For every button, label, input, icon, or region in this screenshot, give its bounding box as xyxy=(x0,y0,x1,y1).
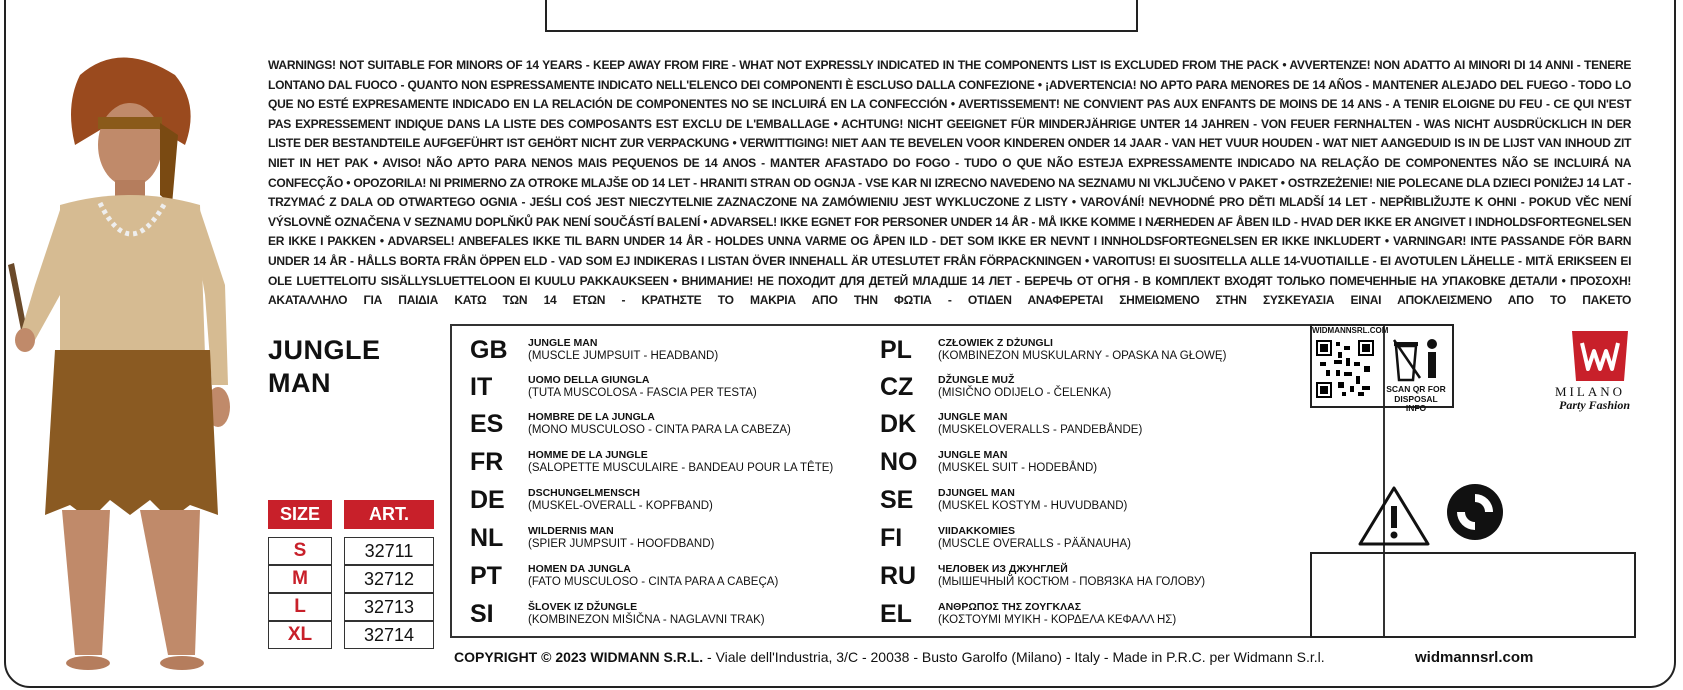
language-code: GB xyxy=(470,336,508,364)
language-name: ЧЕЛОВЕК ИЗ ДЖУНГЛЕЙ xyxy=(938,563,1068,575)
art-header: ART. xyxy=(344,500,434,529)
language-name: WILDERNIS MAN xyxy=(528,525,614,537)
language-name: JUNGLE MAN xyxy=(938,449,1008,461)
language-translations-box xyxy=(450,324,1385,638)
qr-caption: SCAN QR FOR DISPOSAL INFO xyxy=(1386,384,1446,413)
product-title-line2: MAN xyxy=(268,368,331,398)
language-desc: (MISIČNO ODIJELO - ČELENKA) xyxy=(938,387,1112,399)
language-code: PT xyxy=(470,562,502,590)
size-cell: XL xyxy=(268,621,332,649)
language-desc: (SPIER JUMPSUIT - HOOFDBAND) xyxy=(528,538,715,550)
language-code: SI xyxy=(470,600,494,628)
language-name: DJUNGEL MAN xyxy=(938,487,1015,499)
product-title xyxy=(268,334,381,400)
language-desc: (MUSKEL KOSTYM - HUVUDBAND) xyxy=(938,500,1128,512)
blank-label-box xyxy=(1310,552,1636,638)
language-desc: (TUTA MUSCOLOSA - FASCIA PER TESTA) xyxy=(528,387,757,399)
language-code: RU xyxy=(880,562,917,590)
art-cell: 32713 xyxy=(344,593,434,621)
language-name: CZŁOWIEK Z DŻUNGLI xyxy=(938,337,1053,349)
qr-code-icon xyxy=(1316,340,1374,398)
language-code: ES xyxy=(470,410,504,438)
size-cell: L xyxy=(268,593,332,621)
language-name: UOMO DELLA GIUNGLA xyxy=(528,374,650,386)
company-address: - Viale dell'Industria, 3/C - 20038 - Busto Garolfo (Milano) - Italy - Made in P.R.C. per Widmann S.r.l. xyxy=(703,649,1325,665)
language-code: SE xyxy=(880,486,914,514)
language-code: DE xyxy=(470,486,505,514)
language-name: HOMBRE DE LA JUNGLA xyxy=(528,411,655,423)
language-desc: (MUSCLE JUMPSUIT - HEADBAND) xyxy=(528,350,719,362)
language-desc: (KOMBINEZON MUSKULARNY - OPASKA NA GŁOWĘ) xyxy=(938,350,1227,362)
warning-triangle-icon xyxy=(1358,484,1430,548)
language-name: DŽUNGLE MUŽ xyxy=(938,374,1015,386)
language-desc: (ΚΟΣΤΟΥΜΙ ΜΥΙΚΗ - ΚΟΡΔΕΛΑ ΚΕΦΑΛΛ ΗΣ) xyxy=(938,614,1177,626)
size-cell: M xyxy=(268,565,332,593)
language-code: NL xyxy=(470,524,504,552)
language-code: FR xyxy=(470,448,504,476)
art-cell: 32711 xyxy=(344,537,434,565)
website-label: widmannsrl.com xyxy=(1415,649,1534,666)
brand-city: MILANO xyxy=(1555,384,1625,399)
language-name: ŠLOVEK IZ DŽUNGLE xyxy=(528,601,638,613)
language-desc: (FATO MUSCULOSO - CINTA PARA A CABEÇA) xyxy=(528,576,779,588)
language-code: PL xyxy=(880,336,912,364)
language-code: DK xyxy=(880,410,917,438)
language-name: VIIDAKKOMIES xyxy=(938,525,1016,537)
size-table xyxy=(268,500,434,649)
qr-header: WIDMANNSRL.COM xyxy=(1312,326,1389,335)
language-desc: (KOMBINEZON MIŠIČNA - NAGLAVNI TRAK) xyxy=(528,614,765,626)
language-name: HOMME DE LA JUNGLE xyxy=(528,449,648,461)
brand-tagline: Party Fashion xyxy=(1559,398,1631,412)
language-desc: (MUSCLE OVERALLS - PÄÄNAUHA) xyxy=(938,538,1131,550)
safety-warnings-text: WARNINGS! NOT SUITABLE FOR MINORS OF 14 YEARS - KEEP AWAY FROM FIRE - WHAT NOT EXPRESSLY INDICATED IN THE COMPONENTS LIST IS EXCLUDED FROM THE PACK • AVVERTENZE! NON ADATTO AI MINORI DI 14 ANNI - TENERE LONTANO DAL FUOCO - QUANTO NON ESPRESSAMENTE INDICATO NELL'ELENCO DEI COMPONENTI È ESCLUSO DALLA CONFEZIONE • ¡ADVERTENCIA! NO APTO PARA MENORES DE 14 AÑOS - MANTENER ALEJADO DEL FUEGO - TODO LO QUE NO ESTÉ EXPRESAMENTE INDICADO EN LA RELACIÓN DE COMPONENTES NO SE INCLUIRÁ EN LA CONFECCIÓN • AVERTISSEMENT! NE CONVIENT PAS AUX ENFANTS DE MOINS DE 14 ANS - A TENIR ELOIGNE DU FEU - CE QUI N'EST PAS EXPRESSEMENT INDIQUE DANS LA LISTE DES COMPOSANTS EST EXCLU DE L'EMBALLAGE • ACHTUNG! NICHT GEEIGNET FÜR MINDERJÄHRIGE UNTER 14 JAHREN - VON FEUER FERNHALTEN - WAS NICHT AUSDRÜCKLICH IN DER LISTE DER BESTANDTEILE AUFGEFÜHRT IST GEHÖRT NICHT ZUR VERPACKUNG • VERWITTIGING! NIET AAN TE BEVELEN VOOR KINDEREN ONDER 14 JAAR - VAN HET VUUR HOUDEN - WAT NIET AANGEDUID IS IN DE LIJST VAN INHOUD ZIT NIET IN HET PAK • AVISO! NÃO APTO PARA NENOS MAIS PEQUENOS DE 14 ANOS - MANTER AFASTADO DO FOGO - TUDO O QUE NÃO ESTEJA EXPRESSAMENTE INDICADO NA RELAÇÃO DE COMPONENTES NÃO SE INCLUIRÁ NA CONFECÇÃO • OPOZORILA! NI PRIMERNO ZA OTROKE MLAJŠE OD 14 LET - HRANITI STRAN OD OGNJA - VSE KAR NI IZRECNO NAVEDENO NA SEZNAMU NI VKLJUČENO V PAKET • OSTRZEŻENIE! NIE POLECANE DLA DZIECI PONIŻEJ 14 LAT - TRZYMAĆ Z DALA OD OTWARTEGO OGNIA - JEŚLI COŚ JEST NIECZYTELNIE ZAZNACZONE NA ZAMÓWIENIU JEST WYKLUCZONE Z LISTY • VAROVÁNÍ! NEVHODNÉ PRO DĚTI MLADŠÍ 14 LET - NEPŘIBLIŽUJTE K OHNI - POKUD VĚC NENÍ VÝSLOVNĚ OZNAČENA V SEZNAMU DOPLŇKŮ PAK NENÍ SOUČÁSTÍ BALENÍ • ADVARSEL! IKKE EGNET FOR PERSONER UNDER 14 ÅR - MÅ IKKE KOMME I NÆRHEDEN AF ÅBEN ILD - HVAD DER IKKE ER ANGIVET I INDHOLDSFORTEGNELSEN ER IKKE I PAKKEN • ADVARSEL! ANBEFALES IKKE TIL BARN UNDER 14 ÅR - HOLDES UNNA VARME OG ÅPEN ILD - DET SOM IKKE ER NEVNT I INNHOLDSFORTEGNELSEN ER IKKE INKLUDERT • VARNINGAR! INTE PASSANDE FÖR BARN UNDER 14 ÅR - HÅLLS BORTA FRÅN ÖPPEN ELD - VAD SOM EJ INDIKERAS I LISTAN ÖVER INNEHALL ÄR UTESLUTET FRÅN FÖRPACKNINGEN • VAROITUS! EI SUOSITELLA ALLE 14-VUOTIAILLE - EI AVOTULEN LÄHELLE - MITÄ ERIKSEEN EI OLE LUETTELOITU SISÄLLYSLUETTELOON EI KUULU PAKKAUKSEEN • ВНИМАНИЕ! НЕ ПОХОДИТ ДЛЯ ДЕТЕЙ МЛАДШЕ 14 ЛЕТ - БЕРЕЧЬ ОТ ОГНЯ - В КОМПЛЕКТ ВХОДЯТ ТОЛЬКО ПОМЕЧЕННЫЕ НА УПАКОВКЕ ДЕТАЛИ • ΠΡΟΣΟΧΗ! ΑΚΑΤΑΛΛΗΛΟ ΓΙΑ ΠΑΙΔΙΑ ΚΑΤΩ ΤΩΝ 14 ΕΤΩΝ - ΚΡΑΤΗΣΤΕ ΤΟ ΜΑΚΡΙΑ ΑΠΟ ΤΗΝ ΦΩΤΙΑ - ΟΤΙΔΕΝ ΑΝΑΦΕΡΕΤΑΙ ΣΗΜΕΙΩΜΕΝΟ ΣΤΗΝ ΣΥΣΚΕΥΑΣΙΑ ΕΙΝΑΙ ΑΠΟΚΛΕΙΣΜΕΝΟ ΑΠΟ ΤΟ ΠΑΚΕΤΟ xyxy=(268,58,1632,308)
language-desc: (MUSKEL SUIT - HODEBÅND) xyxy=(938,462,1098,474)
product-title-line1: JUNGLE xyxy=(268,335,381,365)
costume-model-image xyxy=(0,35,260,680)
language-code: CZ xyxy=(880,373,914,401)
language-code: FI xyxy=(880,524,903,552)
recycle-icon xyxy=(1445,482,1505,542)
language-name: JUNGLE MAN xyxy=(528,337,598,349)
language-desc: (МЫШЕЧНЫЙ КОСТЮМ - ПОВЯЗКА НА ГОЛОВУ) xyxy=(938,576,1206,588)
language-name: HOMEN DA JUNGLA xyxy=(528,563,631,575)
size-cell: S xyxy=(268,537,332,565)
language-desc: (SALOPETTE MUSCULAIRE - BANDEAU POUR LA TÊTE) xyxy=(528,462,834,474)
language-name: DSCHUNGELMENSCH xyxy=(528,487,641,499)
language-code: NO xyxy=(880,448,918,476)
top-label-box xyxy=(545,0,1138,32)
art-cell: 32712 xyxy=(344,565,434,593)
copyright-footer xyxy=(454,649,1325,665)
language-desc: (MUSKEL-OVERALL - KOPFBAND) xyxy=(528,500,713,512)
language-name: JUNGLE MAN xyxy=(938,411,1008,423)
disposal-bin-icon xyxy=(1390,334,1444,384)
art-cell: 32714 xyxy=(344,621,434,649)
language-desc: (MUSKELOVERALLS - PANDEBÅNDE) xyxy=(938,424,1143,436)
language-code: IT xyxy=(470,373,493,401)
language-desc: (MONO MUSCULOSO - CINTA PARA LA CABEZA) xyxy=(528,424,791,436)
size-header: SIZE xyxy=(268,500,332,529)
copyright-label: COPYRIGHT © 2023 WIDMANN S.R.L. xyxy=(454,649,704,665)
language-code: EL xyxy=(880,600,912,628)
language-name: ΑΝΘΡΩΠΟΣ ΤΗΣ ΖΟΥΓΚΛΑΣ xyxy=(938,601,1082,613)
